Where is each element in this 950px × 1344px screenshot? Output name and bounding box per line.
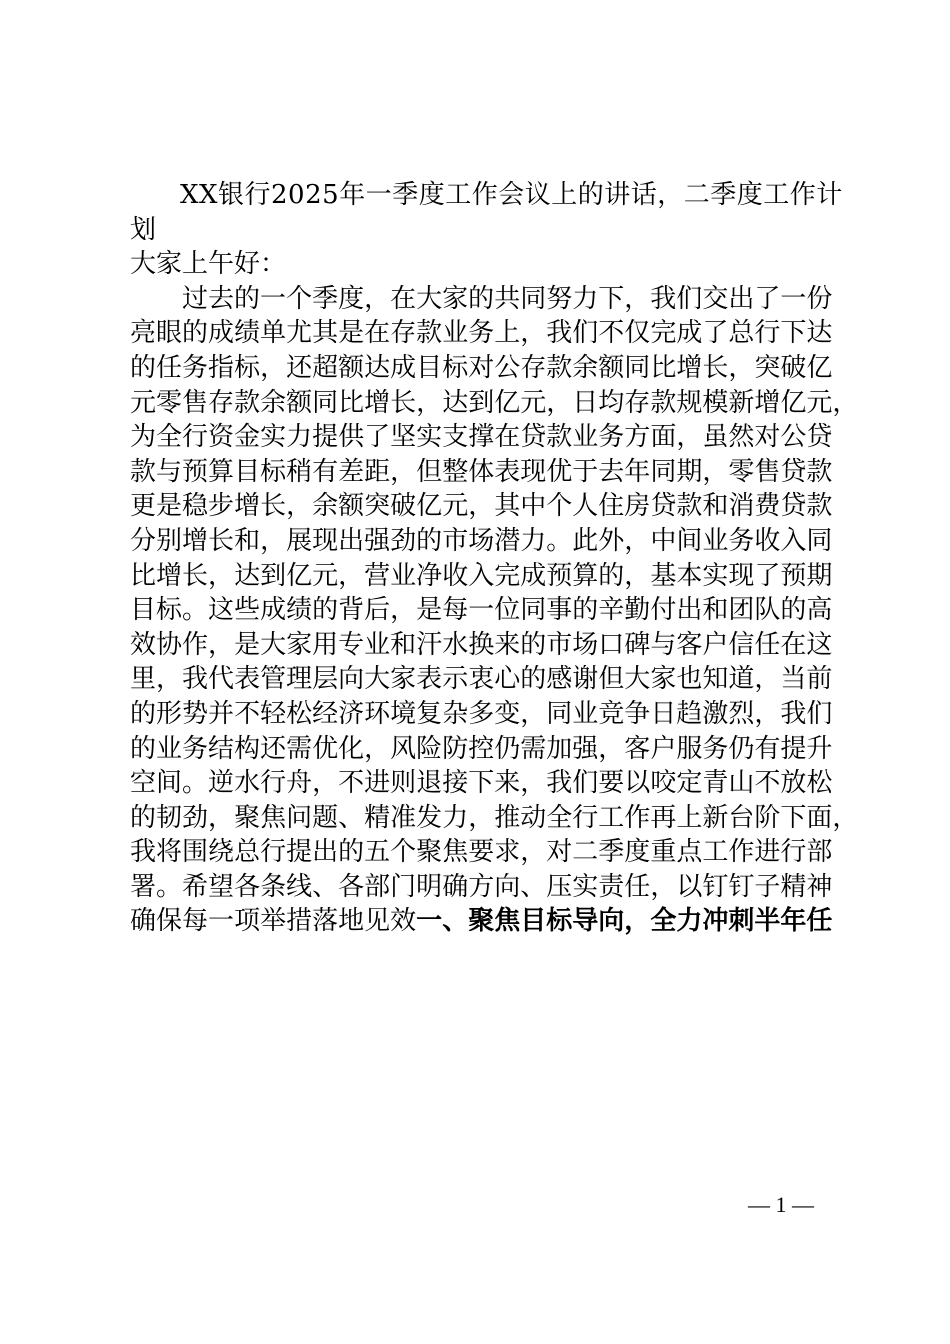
document-page [130, 178, 859, 939]
body-line: 为 全 行 资 金 实 力 提 供 了 坚 实 支 撑 在 贷 款 业 务 方 面 ， 虽 然 对 公 贷 [130, 422, 833, 453]
body-line: 更 是 稳 步 增 长 ， 余 额 突 破 亿 元 ， 其 中 个 人 住 房 贷 款 和 消 费 贷 款 [130, 491, 833, 522]
body-line: 空 间 。 逆 水 行 舟 ， 不 进 则 退 接 下 来 ， 我 们 要 以 咬 定 青 山 不 放 松 [130, 768, 833, 799]
body-line: 的 形 势 并 不 轻 松 经 济 环 境 复 杂 多 变 ， 同 业 竞 争 日 趋 激 烈 ， 我 们 [130, 698, 833, 729]
page-number: — 1 — [748, 1192, 814, 1217]
body-line: 款 与 预 算 目 标 稍 有 差 距 ， 但 整 体 表 现 优 于 去 年 同 期 ， 零 售 贷 款 [130, 456, 833, 487]
greeting: 大家上午好： [130, 249, 287, 280]
body-line: 署 。 希 望 各 条 线 、 各 部 门 明 确 方 向 、 压 实 责 任 ， 以 钉 钉 子 精 神 [130, 871, 833, 902]
body-last-line: 确 保 每 一 项 举 措 落 地 见 效 一 、 聚 焦 目 标 导 向 ， 全 力 冲 刺 半 年 任 [130, 906, 833, 937]
body-line: 我 将 围 绕 总 行 提 出 的 五 个 聚 焦 要 求 ， 对 二 季 度 重 点 工 作 进 行 部 [130, 837, 833, 868]
body-line: 分 别 增 长 和 ， 展 现 出 强 劲 的 市 场 潜 力 。 此 外 ， 中 间 业 务 收 入 同 [130, 525, 833, 556]
body-paragraph [130, 282, 859, 905]
body-line: 里 ， 我 代 表 管 理 层 向 大 家 表 示 衷 心 的 感 谢 但 大 家 也 知 道 ， 当 前 [130, 664, 833, 695]
document-title-line-2: 划 [130, 214, 157, 245]
body-line: 元 零 售 存 款 余 额 同 比 增 长 ， 达 到 亿 元 ， 日 均 存 款 规 模 新 增 亿 元 ， [130, 387, 859, 418]
body-line: 比 增 长 ， 达 到 亿 元 ， 营 业 净 收 入 完 成 预 算 的 ， 基 本 实 现 了 预 期 [130, 560, 833, 591]
body-line: 的 任 务 指 标 ， 还 超 额 达 成 目 标 对 公 存 款 余 额 同 比 增 长 ， 突 破 亿 [130, 352, 833, 383]
body-line: 的 业 务 结 构 还 需 优 化 ， 风 险 防 控 仍 需 加 强 ， 客 户 服 务 仍 有 提 升 [130, 733, 833, 764]
body-line: 的 韧 劲 ， 聚 焦 问 题 、 精 准 发 力 ， 推 动 全 行 工 作 再 上 新 台 阶 下 面 ， [130, 802, 859, 833]
document-title-line-1: XX银行2025年一季度工作会议上的讲话，二季度工作计 [180, 180, 843, 210]
body-line: 目 标 。 这 些 成 绩 的 背 后 ， 是 每 一 位 同 事 的 辛 勤 付 出 和 团 队 的 高 [130, 595, 833, 626]
body-line: 亮 眼 的 成 绩 单 尤 其 是 在 存 款 业 务 上 ， 我 们 不 仅 完 成 了 总 行 下 达 [130, 318, 833, 349]
body-line: 过 去 的 一 个 季 度 ， 在 大 家 的 共 同 努 力 下 ， 我 们 交 出 了 一 份 [182, 283, 833, 314]
body-line: 效 协 作 ， 是 大 家 用 专 业 和 汗 水 换 来 的 市 场 口 碑 与 客 户 信 任 在 这 [130, 629, 833, 660]
